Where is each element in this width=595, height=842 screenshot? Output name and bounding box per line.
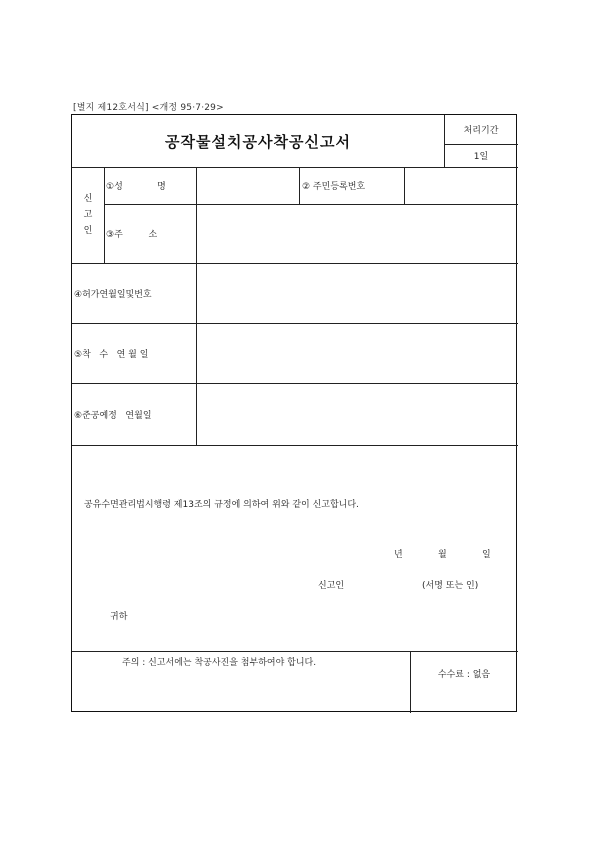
- reporter-label-char: 고: [83, 210, 93, 220]
- signer-label: 신고인: [318, 581, 345, 591]
- date-day-label: 일: [482, 550, 491, 560]
- address-field[interactable]: [197, 205, 517, 262]
- date-year-label: 년: [394, 550, 403, 560]
- resident-number-label: ② 주민등록번호: [302, 182, 366, 192]
- addressee-label: 귀하: [110, 612, 128, 622]
- date-month-label: 월: [438, 550, 447, 560]
- divider: [299, 167, 300, 204]
- fee-label: 수수료 : 없음: [437, 669, 491, 680]
- reporter-label-char: 신: [83, 194, 93, 204]
- attachment-note: 주의 : 신고서에는 착공사진을 첨부하여야 합니다.: [122, 658, 317, 668]
- start-date-label: ⑤착 수 연 월 일: [74, 349, 149, 360]
- name-field[interactable]: [197, 168, 298, 203]
- divider: [72, 445, 518, 446]
- permit-date-number-field[interactable]: [197, 264, 517, 322]
- processing-period-value: 1일: [473, 152, 489, 162]
- name-label: ①성 명: [106, 182, 166, 192]
- processing-period-label: 처리기간: [463, 126, 499, 136]
- divider: [104, 167, 105, 263]
- divider: [72, 651, 518, 652]
- declaration-statement: 공유수면관리법시행령 제13조의 규정에 의하여 위와 같이 신고합니다.: [84, 500, 359, 510]
- form-reference: [별지 제12호서식] <개정 95·7·29>: [73, 103, 224, 113]
- reporter-label-char: 인: [83, 226, 93, 236]
- reporter-section-label: [72, 167, 104, 263]
- report-form: [71, 114, 517, 712]
- form-title: 공작물설치공사착공신고서: [165, 132, 351, 151]
- permit-date-number-label: ④허가연월일및번호: [74, 289, 152, 300]
- signature-label: (서명 또는 인): [422, 581, 479, 591]
- start-date-field[interactable]: [197, 324, 517, 382]
- resident-number-field[interactable]: [405, 168, 517, 203]
- address-label: ③주 소: [106, 230, 158, 240]
- completion-date-field[interactable]: [197, 384, 517, 444]
- completion-date-label: ⑥준공예정 연월일: [74, 410, 152, 421]
